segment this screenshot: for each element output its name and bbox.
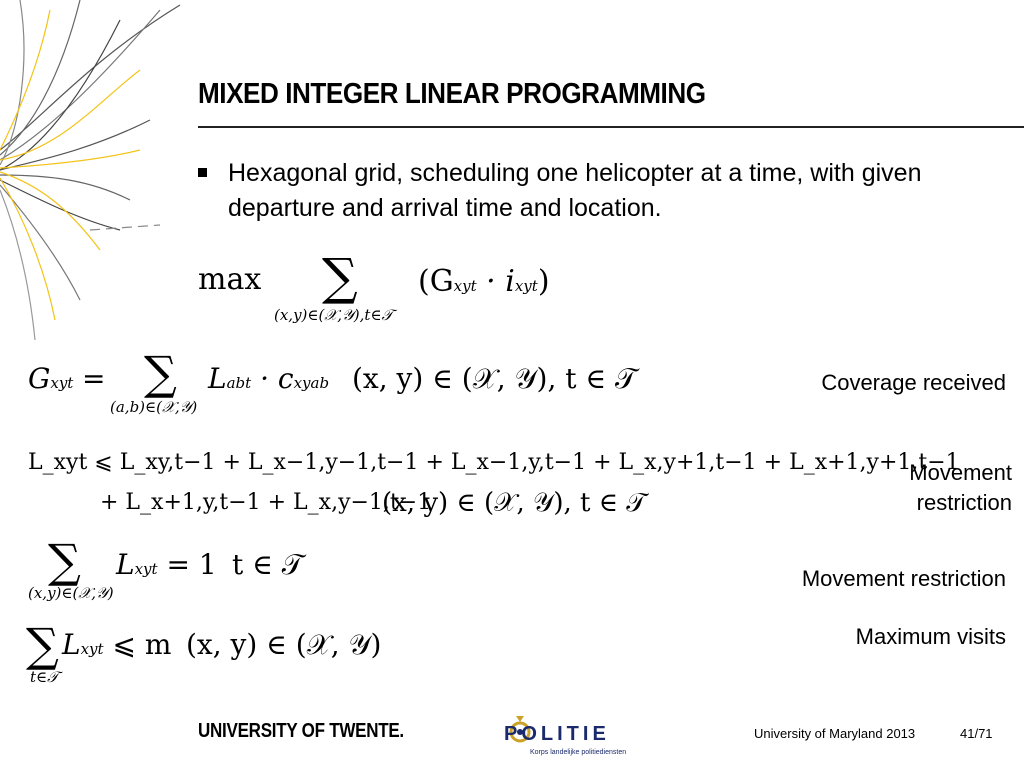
coverage-sum-range: (a,b)∈(𝒳,𝒴) — [110, 398, 198, 416]
note-coverage: Coverage received — [821, 370, 1006, 395]
coverage-lhs: Gxyt — [28, 362, 74, 395]
politie-logo — [500, 710, 660, 758]
note-movement: Movement restriction — [909, 460, 1012, 515]
movement2-body: Lxyt = 1 — [116, 548, 217, 581]
title-rule — [198, 126, 1024, 128]
coverage-sigma: ∑ — [144, 346, 177, 400]
note-visits: Maximum visits — [855, 624, 1006, 649]
politie-logo-subtext: Korps landelijke politiediensten — [530, 749, 627, 756]
movement1-line2: + L_x+1,y,t−1 + L_x,y−1,t−1 — [100, 490, 432, 515]
decorative-line-bundle — [0, 0, 200, 340]
visits-body: Lxyt ⩽ m — [62, 628, 172, 661]
objective-body: (Gxyt · ixyt) — [418, 264, 550, 299]
movement2-sigma: ∑ — [48, 534, 81, 588]
bullet-item — [198, 156, 978, 226]
footer-venue: University of Maryland 2013 — [754, 726, 916, 741]
visits-sum-range: t∈𝒯 — [30, 668, 59, 686]
coverage-body: Labt · cxyab — [208, 362, 330, 395]
coverage-domain: (x, y) ∈ (𝒳, 𝒴), t ∈ 𝒯 — [352, 362, 637, 395]
politie-logo-text: POLITIE — [504, 723, 610, 745]
bullet-text: Hexagonal grid, scheduling one helicopter at a time, with given departure and arrival time and location. — [228, 159, 922, 222]
movement1-line1: L_xyt ⩽ L_xy,t−1 + L_x−1,y−1,t−1 + L_x−1,y,t−1 + L_x,y+1,t−1 + L_x+1,y+1,t−1 — [28, 450, 960, 475]
slide-title: MIXED INTEGER LINEAR PROGRAMMING — [198, 78, 706, 110]
bullet-square-icon — [198, 168, 207, 177]
note-movement-2: Movement restriction — [801, 566, 1006, 591]
objective-sum-range: (x,y)∈(𝒳,𝒴),t∈𝒯 — [274, 306, 394, 324]
university-logo-text: UNIVERSITY OF TWENTE. — [198, 720, 404, 742]
visits-domain: (x, y) ∈ (𝒳, 𝒴) — [186, 628, 382, 661]
movement1-domain: (x, y) ∈ (𝒳, 𝒴), t ∈ 𝒯 — [382, 488, 647, 518]
objective-max: max — [198, 262, 262, 297]
page-number: 41/71 — [960, 726, 993, 741]
objective-sigma: ∑ — [322, 248, 358, 306]
visits-sigma: ∑ — [26, 618, 59, 672]
coverage-equals: = — [82, 362, 106, 395]
movement2-domain: t ∈ 𝒯 — [232, 548, 304, 581]
movement2-sum-range: (x,y)∈(𝒳,𝒴) — [28, 584, 114, 602]
